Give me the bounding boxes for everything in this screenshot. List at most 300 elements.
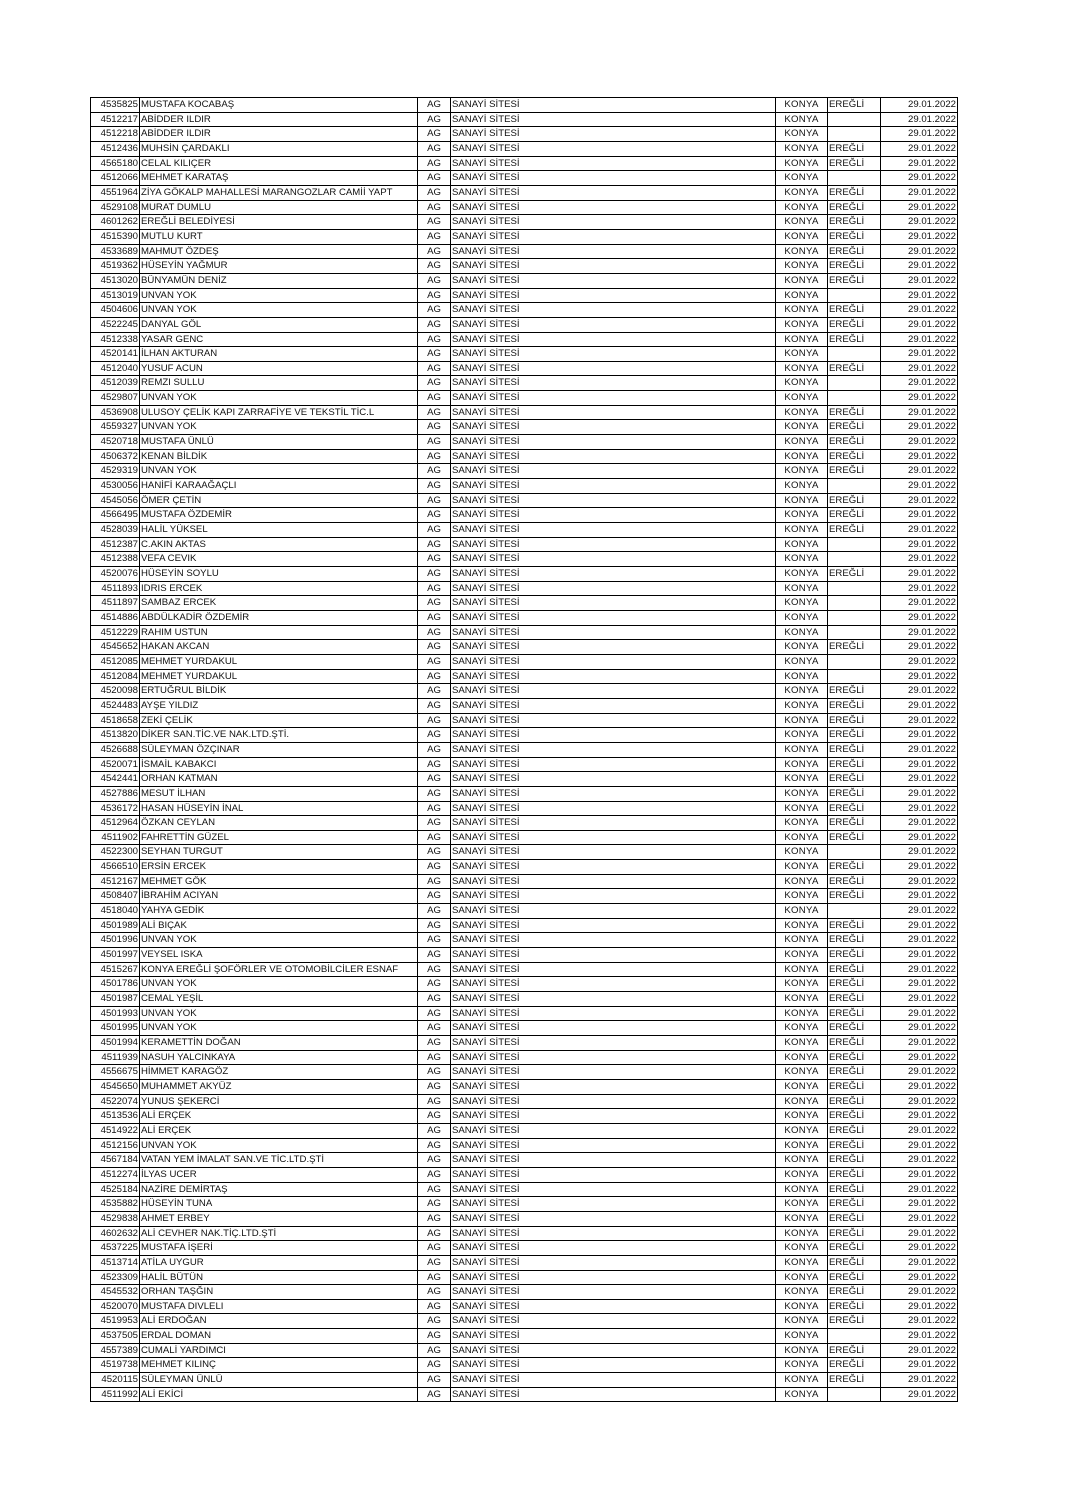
district-cell: EREĞLİ	[828, 1241, 881, 1256]
province-cell: KONYA	[776, 215, 828, 230]
voltage-type-cell: AG	[418, 1021, 451, 1036]
district-cell: EREĞLİ	[828, 1211, 881, 1226]
location-cell: SANAYİ SİTESİ	[451, 1241, 776, 1256]
date-cell: 29.01.2022	[881, 1036, 958, 1051]
district-cell: EREĞLİ	[828, 1255, 881, 1270]
voltage-type-cell: AG	[418, 127, 451, 142]
voltage-type-cell: AG	[418, 303, 451, 318]
voltage-type-cell: AG	[418, 904, 451, 919]
voltage-type-cell: AG	[418, 830, 451, 845]
table-row	[91, 918, 958, 933]
table-row	[91, 479, 958, 494]
subscriber-number-cell: 4528039	[91, 523, 140, 538]
district-cell: EREĞLİ	[828, 1314, 881, 1329]
table-row	[91, 1079, 958, 1094]
name-cell: REMZI SULLU	[140, 376, 418, 391]
date-cell: 29.01.2022	[881, 303, 958, 318]
name-cell: SEYHAN TURGUT	[140, 845, 418, 860]
voltage-type-cell: AG	[418, 596, 451, 611]
name-cell: YAHYA GEDİK	[140, 904, 418, 919]
province-cell: KONYA	[776, 493, 828, 508]
date-cell: 29.01.2022	[881, 962, 958, 977]
subscriber-number-cell: 4512229	[91, 625, 140, 640]
location-cell: SANAYİ SİTESİ	[451, 786, 776, 801]
location-cell: SANAYİ SİTESİ	[451, 1050, 776, 1065]
location-cell: SANAYİ SİTESİ	[451, 420, 776, 435]
district-cell: EREĞLİ	[828, 684, 881, 699]
voltage-type-cell: AG	[418, 361, 451, 376]
subscriber-number-cell: 4520076	[91, 567, 140, 582]
name-cell: ZEKİ ÇELİK	[140, 713, 418, 728]
subscriber-number-cell: 4557389	[91, 1343, 140, 1358]
table-row	[91, 1329, 958, 1344]
voltage-type-cell: AG	[418, 1167, 451, 1182]
table-row	[91, 405, 958, 420]
voltage-type-cell: AG	[418, 112, 451, 127]
location-cell: SANAYİ SİTESİ	[451, 112, 776, 127]
location-cell: SANAYİ SİTESİ	[451, 1182, 776, 1197]
location-cell: SANAYİ SİTESİ	[451, 1153, 776, 1168]
district-cell: EREĞLİ	[828, 640, 881, 655]
province-cell: KONYA	[776, 713, 828, 728]
location-cell: SANAYİ SİTESİ	[451, 757, 776, 772]
subscriber-number-cell: 4501989	[91, 918, 140, 933]
subscriber-number-cell: 4512338	[91, 332, 140, 347]
district-cell: EREĞLİ	[828, 361, 881, 376]
voltage-type-cell: AG	[418, 933, 451, 948]
district-cell: EREĞLİ	[828, 141, 881, 156]
table-row	[91, 508, 958, 523]
subscriber-number-cell: 4519953	[91, 1314, 140, 1329]
table-row	[91, 1036, 958, 1051]
table-row	[91, 742, 958, 757]
province-cell: KONYA	[776, 860, 828, 875]
subscriber-number-cell: 4511992	[91, 1387, 140, 1402]
location-cell: SANAYİ SİTESİ	[451, 654, 776, 669]
subscriber-number-cell: 4512156	[91, 1138, 140, 1153]
voltage-type-cell: AG	[418, 391, 451, 406]
name-cell: CEMAL YEŞİL	[140, 992, 418, 1007]
date-cell: 29.01.2022	[881, 1241, 958, 1256]
district-cell: EREĞLİ	[828, 1006, 881, 1021]
subscriber-number-cell: 4529807	[91, 391, 140, 406]
table-row	[91, 684, 958, 699]
district-cell: EREĞLİ	[828, 1373, 881, 1388]
name-cell: SAMBAZ ERCEK	[140, 596, 418, 611]
location-cell: SANAYİ SİTESİ	[451, 845, 776, 860]
subscriber-number-cell: 4512274	[91, 1167, 140, 1182]
date-cell: 29.01.2022	[881, 317, 958, 332]
name-cell: ATİLA UYGUR	[140, 1255, 418, 1270]
voltage-type-cell: AG	[418, 684, 451, 699]
district-cell: EREĞLİ	[828, 948, 881, 963]
district-cell: EREĞLİ	[828, 98, 881, 113]
name-cell: MEHMET YURDAKUL	[140, 654, 418, 669]
location-cell: SANAYİ SİTESİ	[451, 1021, 776, 1036]
table-row	[91, 391, 958, 406]
name-cell: UNVAN YOK	[140, 933, 418, 948]
voltage-type-cell: AG	[418, 567, 451, 582]
province-cell: KONYA	[776, 772, 828, 787]
name-cell: MUTLU KURT	[140, 229, 418, 244]
voltage-type-cell: AG	[418, 273, 451, 288]
name-cell: UNVAN YOK	[140, 303, 418, 318]
table-row	[91, 1343, 958, 1358]
table-row	[91, 786, 958, 801]
table-row	[91, 948, 958, 963]
table-row	[91, 874, 958, 889]
table-row	[91, 654, 958, 669]
table-row	[91, 185, 958, 200]
subscriber-number-cell: 4542441	[91, 772, 140, 787]
voltage-type-cell: AG	[418, 332, 451, 347]
subscriber-number-cell: 4513020	[91, 273, 140, 288]
voltage-type-cell: AG	[418, 1123, 451, 1138]
location-cell: SANAYİ SİTESİ	[451, 581, 776, 596]
district-cell: EREĞLİ	[828, 464, 881, 479]
voltage-type-cell: AG	[418, 992, 451, 1007]
district-cell: EREĞLİ	[828, 992, 881, 1007]
name-cell: MESUT İLHAN	[140, 786, 418, 801]
name-cell: BÜNYAMÜN DENİZ	[140, 273, 418, 288]
subscriber-number-cell: 4512217	[91, 112, 140, 127]
location-cell: SANAYİ SİTESİ	[451, 361, 776, 376]
district-cell: EREĞLİ	[828, 317, 881, 332]
district-cell: EREĞLİ	[828, 1226, 881, 1241]
voltage-type-cell: AG	[418, 713, 451, 728]
subscriber-number-cell: 4529838	[91, 1211, 140, 1226]
table-row	[91, 449, 958, 464]
table-row	[91, 332, 958, 347]
voltage-type-cell: AG	[418, 1373, 451, 1388]
district-cell: EREĞLİ	[828, 1167, 881, 1182]
table-row	[91, 347, 958, 362]
province-cell: KONYA	[776, 171, 828, 186]
table-row	[91, 141, 958, 156]
name-cell: ALİ EKİCİ	[140, 1387, 418, 1402]
date-cell: 29.01.2022	[881, 581, 958, 596]
name-cell: NAZİRE DEMİRTAŞ	[140, 1182, 418, 1197]
table-row	[91, 1387, 958, 1402]
district-cell: EREĞLİ	[828, 244, 881, 259]
province-cell: KONYA	[776, 479, 828, 494]
district-cell: EREĞLİ	[828, 830, 881, 845]
subscriber-number-cell: 4512388	[91, 552, 140, 567]
location-cell: SANAYİ SİTESİ	[451, 1387, 776, 1402]
date-cell: 29.01.2022	[881, 1079, 958, 1094]
date-cell: 29.01.2022	[881, 347, 958, 362]
subscriber-number-cell: 4520098	[91, 684, 140, 699]
province-cell: KONYA	[776, 317, 828, 332]
voltage-type-cell: AG	[418, 1079, 451, 1094]
voltage-type-cell: AG	[418, 317, 451, 332]
province-cell: KONYA	[776, 933, 828, 948]
voltage-type-cell: AG	[418, 200, 451, 215]
district-cell: EREĞLİ	[828, 1123, 881, 1138]
province-cell: KONYA	[776, 1373, 828, 1388]
subscriber-number-cell: 4527886	[91, 786, 140, 801]
subscriber-number-cell: 4537505	[91, 1329, 140, 1344]
subscriber-number-cell: 4602632	[91, 1226, 140, 1241]
location-cell: SANAYİ SİTESİ	[451, 1373, 776, 1388]
district-cell: EREĞLİ	[828, 567, 881, 582]
voltage-type-cell: AG	[418, 610, 451, 625]
subscriber-number-cell: 4506372	[91, 449, 140, 464]
province-cell: KONYA	[776, 596, 828, 611]
table-row	[91, 698, 958, 713]
subscriber-number-cell: 4513714	[91, 1255, 140, 1270]
subscriber-number-cell: 4545532	[91, 1285, 140, 1300]
district-cell	[828, 654, 881, 669]
location-cell: SANAYİ SİTESİ	[451, 303, 776, 318]
name-cell: ALİ ERDOĞAN	[140, 1314, 418, 1329]
date-cell: 29.01.2022	[881, 141, 958, 156]
voltage-type-cell: AG	[418, 508, 451, 523]
name-cell: UNVAN YOK	[140, 977, 418, 992]
voltage-type-cell: AG	[418, 464, 451, 479]
district-cell	[828, 596, 881, 611]
voltage-type-cell: AG	[418, 1138, 451, 1153]
name-cell: YUSUF ACUN	[140, 361, 418, 376]
district-cell	[828, 1387, 881, 1402]
province-cell: KONYA	[776, 698, 828, 713]
location-cell: SANAYİ SİTESİ	[451, 1138, 776, 1153]
date-cell: 29.01.2022	[881, 1387, 958, 1402]
subscriber-number-cell: 4512436	[91, 141, 140, 156]
province-cell: KONYA	[776, 669, 828, 684]
name-cell: HANİFİ KARAAĞAÇLI	[140, 479, 418, 494]
voltage-type-cell: AG	[418, 420, 451, 435]
table-row	[91, 288, 958, 303]
date-cell: 29.01.2022	[881, 640, 958, 655]
province-cell: KONYA	[776, 728, 828, 743]
name-cell: İLYAS UCER	[140, 1167, 418, 1182]
subscriber-number-cell: 4501996	[91, 933, 140, 948]
voltage-type-cell: AG	[418, 523, 451, 538]
table-row	[91, 1006, 958, 1021]
location-cell: SANAYİ SİTESİ	[451, 1329, 776, 1344]
subscriber-number-cell: 4524483	[91, 698, 140, 713]
district-cell: EREĞLİ	[828, 405, 881, 420]
table-row	[91, 361, 958, 376]
date-cell: 29.01.2022	[881, 933, 958, 948]
voltage-type-cell: AG	[418, 1006, 451, 1021]
subscriber-number-cell: 4545650	[91, 1079, 140, 1094]
name-cell: YUNUS ŞEKERCİ	[140, 1094, 418, 1109]
date-cell: 29.01.2022	[881, 171, 958, 186]
name-cell: AYŞE YILDIZ	[140, 698, 418, 713]
location-cell: SANAYİ SİTESİ	[451, 1036, 776, 1051]
date-cell: 29.01.2022	[881, 948, 958, 963]
date-cell: 29.01.2022	[881, 1314, 958, 1329]
date-cell: 29.01.2022	[881, 259, 958, 274]
table-row	[91, 1226, 958, 1241]
date-cell: 29.01.2022	[881, 376, 958, 391]
table-row	[91, 889, 958, 904]
subscriber-number-cell: 4512167	[91, 874, 140, 889]
subscriber-number-cell: 4566510	[91, 860, 140, 875]
location-cell: SANAYİ SİTESİ	[451, 1079, 776, 1094]
voltage-type-cell: AG	[418, 801, 451, 816]
province-cell: KONYA	[776, 127, 828, 142]
subscriber-number-cell: 4511939	[91, 1050, 140, 1065]
voltage-type-cell: AG	[418, 1094, 451, 1109]
location-cell: SANAYİ SİTESİ	[451, 98, 776, 113]
voltage-type-cell: AG	[418, 376, 451, 391]
province-cell: KONYA	[776, 992, 828, 1007]
location-cell: SANAYİ SİTESİ	[451, 215, 776, 230]
location-cell: SANAYİ SİTESİ	[451, 610, 776, 625]
district-cell: EREĞLİ	[828, 1197, 881, 1212]
voltage-type-cell: AG	[418, 259, 451, 274]
table-row	[91, 435, 958, 450]
name-cell: MUHAMMET AKYÜZ	[140, 1079, 418, 1094]
date-cell: 29.01.2022	[881, 757, 958, 772]
subscriber-number-cell: 4522245	[91, 317, 140, 332]
date-cell: 29.01.2022	[881, 537, 958, 552]
province-cell: KONYA	[776, 1211, 828, 1226]
date-cell: 29.01.2022	[881, 742, 958, 757]
date-cell: 29.01.2022	[881, 698, 958, 713]
district-cell: EREĞLİ	[828, 200, 881, 215]
province-cell: KONYA	[776, 1343, 828, 1358]
date-cell: 29.01.2022	[881, 1167, 958, 1182]
province-cell: KONYA	[776, 889, 828, 904]
table-row	[91, 273, 958, 288]
district-cell: EREĞLİ	[828, 229, 881, 244]
name-cell: HÜSEYİN YAĞMUR	[140, 259, 418, 274]
date-cell: 29.01.2022	[881, 684, 958, 699]
voltage-type-cell: AG	[418, 816, 451, 831]
table-row	[91, 171, 958, 186]
subscriber-number-cell: 4520070	[91, 1299, 140, 1314]
date-cell: 29.01.2022	[881, 567, 958, 582]
table-row	[91, 992, 958, 1007]
subscriber-number-cell: 4565180	[91, 156, 140, 171]
subscriber-number-cell: 4529108	[91, 200, 140, 215]
voltage-type-cell: AG	[418, 141, 451, 156]
name-cell: MAHMUT ÖZDEŞ	[140, 244, 418, 259]
voltage-type-cell: AG	[418, 1182, 451, 1197]
province-cell: KONYA	[776, 581, 828, 596]
district-cell	[828, 347, 881, 362]
voltage-type-cell: AG	[418, 1285, 451, 1300]
voltage-type-cell: AG	[418, 1329, 451, 1344]
voltage-type-cell: AG	[418, 698, 451, 713]
province-cell: KONYA	[776, 200, 828, 215]
province-cell: KONYA	[776, 1050, 828, 1065]
subscriber-number-cell: 4522074	[91, 1094, 140, 1109]
table-row	[91, 523, 958, 538]
table-row	[91, 420, 958, 435]
table-row	[91, 537, 958, 552]
date-cell: 29.01.2022	[881, 669, 958, 684]
province-cell: KONYA	[776, 640, 828, 655]
location-cell: SANAYİ SİTESİ	[451, 1167, 776, 1182]
district-cell: EREĞLİ	[828, 303, 881, 318]
table-row	[91, 1241, 958, 1256]
subscriber-number-cell: 4525184	[91, 1182, 140, 1197]
name-cell: ULUSOY ÇELİK KAPI ZARRAFİYE VE TEKSTİL TİC.L	[140, 405, 418, 420]
voltage-type-cell: AG	[418, 435, 451, 450]
date-cell: 29.01.2022	[881, 772, 958, 787]
district-cell: EREĞLİ	[828, 1065, 881, 1080]
name-cell: ORHAN TAŞĞIN	[140, 1285, 418, 1300]
district-cell: EREĞLİ	[828, 215, 881, 230]
name-cell: ÖZKAN CEYLAN	[140, 816, 418, 831]
location-cell: SANAYİ SİTESİ	[451, 405, 776, 420]
date-cell: 29.01.2022	[881, 1021, 958, 1036]
subscriber-number-cell: 4526688	[91, 742, 140, 757]
voltage-type-cell: AG	[418, 1050, 451, 1065]
date-cell: 29.01.2022	[881, 1226, 958, 1241]
province-cell: KONYA	[776, 1167, 828, 1182]
subscriber-number-cell: 4512040	[91, 361, 140, 376]
name-cell: HİMMET KARAGÖZ	[140, 1065, 418, 1080]
location-cell: SANAYİ SİTESİ	[451, 200, 776, 215]
date-cell: 29.01.2022	[881, 728, 958, 743]
table-row	[91, 229, 958, 244]
voltage-type-cell: AG	[418, 1241, 451, 1256]
subscriber-number-cell: 4508407	[91, 889, 140, 904]
subscriber-number-cell: 4535882	[91, 1197, 140, 1212]
date-cell: 29.01.2022	[881, 713, 958, 728]
subscriber-number-cell: 4513019	[91, 288, 140, 303]
province-cell: KONYA	[776, 962, 828, 977]
name-cell: HALİL YÜKSEL	[140, 523, 418, 538]
name-cell: ERSİN ERCEK	[140, 860, 418, 875]
location-cell: SANAYİ SİTESİ	[451, 684, 776, 699]
table-row	[91, 816, 958, 831]
name-cell: VEYSEL ISKA	[140, 948, 418, 963]
province-cell: KONYA	[776, 98, 828, 113]
name-cell: ALİ ERÇEK	[140, 1109, 418, 1124]
district-cell: EREĞLİ	[828, 523, 881, 538]
name-cell: UNVAN YOK	[140, 464, 418, 479]
voltage-type-cell: AG	[418, 185, 451, 200]
subscriber-number-cell: 4535825	[91, 98, 140, 113]
subscriber-number-cell: 4533689	[91, 244, 140, 259]
voltage-type-cell: AG	[418, 845, 451, 860]
name-cell: CUMALİ YARDIMCI	[140, 1343, 418, 1358]
table-row	[91, 259, 958, 274]
name-cell: ALİ ERÇEK	[140, 1123, 418, 1138]
table-row	[91, 860, 958, 875]
name-cell: MURAT DUMLU	[140, 200, 418, 215]
province-cell: KONYA	[776, 1123, 828, 1138]
province-cell: KONYA	[776, 523, 828, 538]
province-cell: KONYA	[776, 567, 828, 582]
voltage-type-cell: AG	[418, 625, 451, 640]
voltage-type-cell: AG	[418, 1314, 451, 1329]
name-cell: UNVAN YOK	[140, 288, 418, 303]
date-cell: 29.01.2022	[881, 1123, 958, 1138]
province-cell: KONYA	[776, 435, 828, 450]
voltage-type-cell: AG	[418, 786, 451, 801]
date-cell: 29.01.2022	[881, 830, 958, 845]
district-cell: EREĞLİ	[828, 493, 881, 508]
name-cell: ERDAL DOMAN	[140, 1329, 418, 1344]
location-cell: SANAYİ SİTESİ	[451, 669, 776, 684]
name-cell: MEHMET KARATAŞ	[140, 171, 418, 186]
district-cell: EREĞLİ	[828, 1138, 881, 1153]
date-cell: 29.01.2022	[881, 156, 958, 171]
district-cell	[828, 1329, 881, 1344]
voltage-type-cell: AG	[418, 449, 451, 464]
date-cell: 29.01.2022	[881, 1138, 958, 1153]
table-row	[91, 772, 958, 787]
district-cell: EREĞLİ	[828, 1021, 881, 1036]
